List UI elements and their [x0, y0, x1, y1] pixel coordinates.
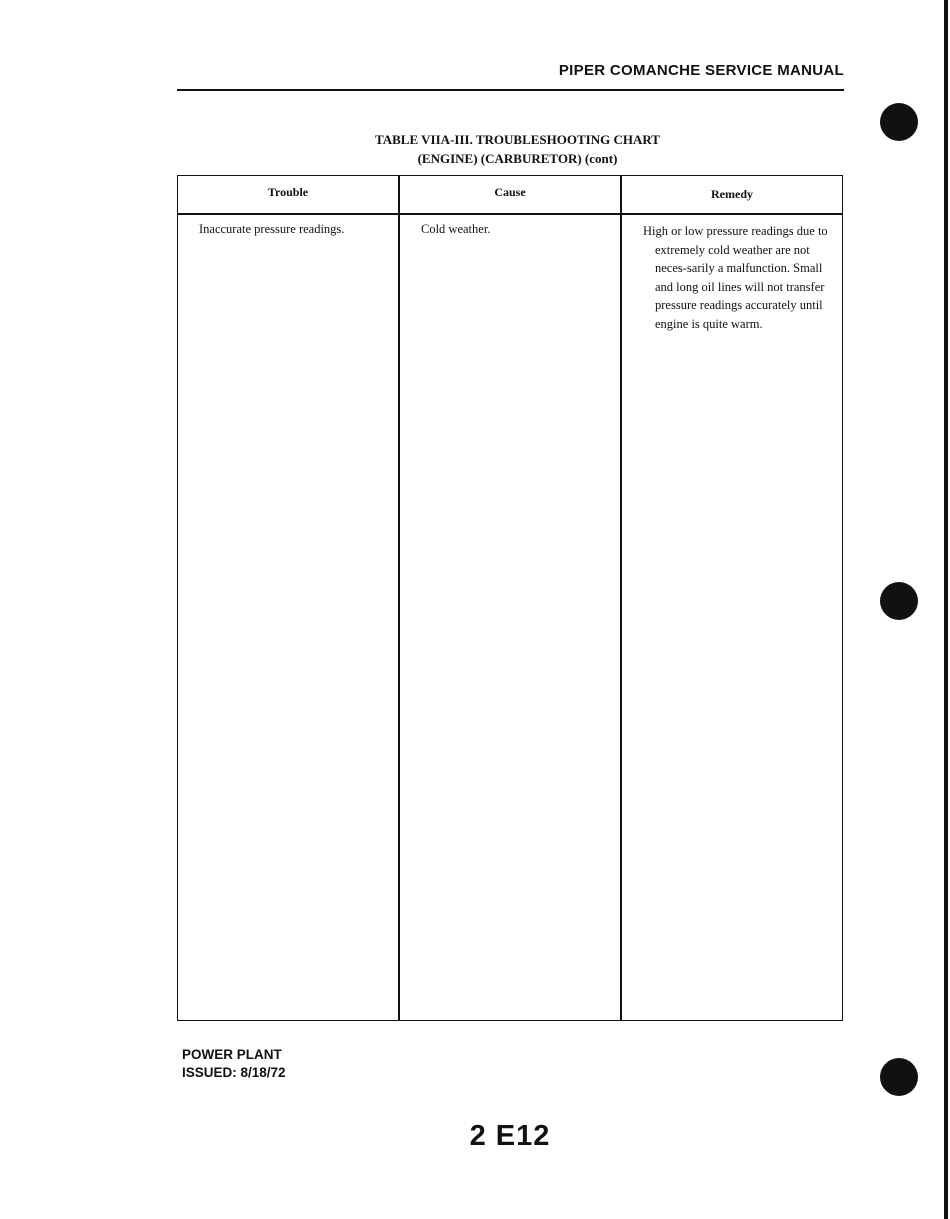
binder-hole-bottom: [880, 1058, 918, 1096]
column-header-trouble: Trouble: [267, 185, 309, 199]
table-title-line-1: TABLE VIIA-III. TROUBLESHOOTING CHART: [375, 132, 660, 147]
page-number: 2 E12: [469, 1120, 551, 1152]
table-cell-trouble: Inaccurate pressure readings.: [199, 222, 345, 236]
manual-header-title: PIPER COMANCHE SERVICE MANUAL: [558, 62, 844, 79]
column-header-cause: Cause: [494, 185, 526, 199]
troubleshooting-table: [177, 175, 843, 1021]
page-footer: [182, 1046, 286, 1082]
page-edge-border: [944, 0, 948, 1219]
table-title-line-2: (ENGINE) (CARBURETOR) (cont): [417, 151, 618, 166]
table-cell-cause: Cold weather.: [421, 222, 491, 236]
column-divider-2: [620, 176, 622, 1020]
footer-section: POWER PLANT: [182, 1047, 282, 1062]
column-header-remedy: Remedy: [711, 187, 753, 201]
header-rule: [177, 89, 844, 91]
binder-hole-top: [880, 103, 918, 141]
table-title: [300, 130, 735, 168]
table-cell-remedy: High or low pressure readings due to extremely cold weather are not neces-sarily a malfunction. Small and long oil lines will not transfer pressure readings accurately until engine is quite warm.: [643, 224, 828, 331]
column-divider-1: [398, 176, 400, 1020]
binder-hole-middle: [880, 582, 918, 620]
footer-issued-date: ISSUED: 8/18/72: [182, 1065, 286, 1080]
header-row-divider: [178, 213, 842, 215]
